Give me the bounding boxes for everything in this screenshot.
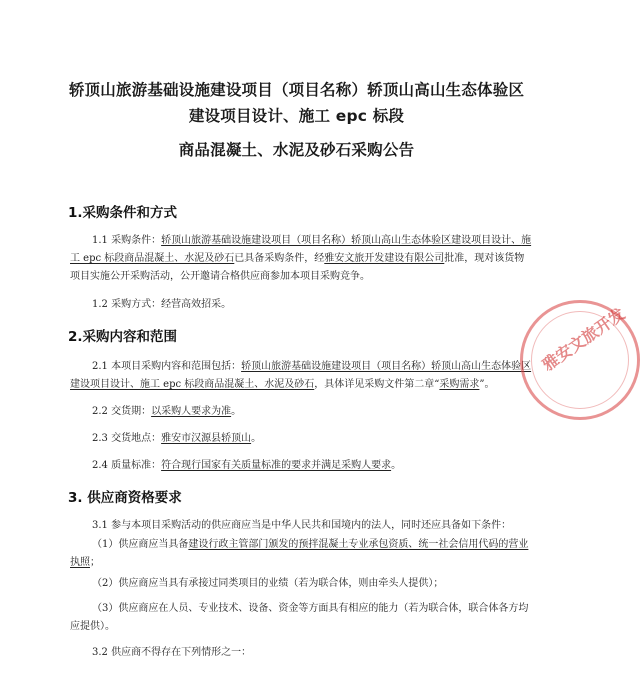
paragraph-3-1: 3.1 参与本项目采购活动的供应商应当是中华人民共和国境内的法人，同时还应具备如下条件：: [92, 520, 512, 531]
project-name-text-2: 轿顶山旅游基础设施建设项目（项目名称）轿顶山高山生态体验: [241, 361, 522, 372]
paragraph-2-2: [70, 403, 532, 421]
company-seal-text: 雅安文旅开发: [538, 304, 629, 375]
paragraph-2-1-prefix: 2.1 本项目采购内容和范围包括：: [92, 361, 242, 372]
delivery-place-label: 2.3 交货地点：: [92, 433, 162, 444]
quality-end: 。: [391, 460, 402, 471]
paragraph-1-1-suffix: 批准，现对该货物项目实施公开采购活动，公开邀请合格供应商参加本项目采购竞争。: [70, 253, 525, 282]
delivery-period-end: 。: [231, 406, 242, 417]
delivery-place-end: 。: [251, 433, 262, 444]
title-line-1: 轿顶山旅游基础设施建设项目（项目名称）轿顶山高山生态体验区: [68, 81, 525, 99]
delivery-period-value: 以采购人要求为准: [151, 406, 232, 417]
quality-label: 2.4 质量标准：: [92, 460, 162, 471]
paragraph-3-1-3: （3）供应商应在人员、专业技术、设备、资金等方面具有相应的能力（若为联合体，联合体各方均应提供）。: [70, 603, 529, 632]
paragraph-3-1-2: （2）供应商应当具有承接过同类项目的业绩（若为联合体，则由牵头人提供）；: [92, 578, 444, 589]
delivery-period-label: 2.2 交货期：: [92, 406, 152, 417]
paragraph-1-1-prefix: 1.1 采购条件：: [92, 235, 162, 246]
requirement-ref: 采购需求: [439, 379, 480, 390]
section-3-heading: 3. 供应商资格要求: [68, 490, 182, 506]
paragraph-2-1: [70, 358, 532, 394]
title-line-2: 建设项目设计、施工 epc 标段: [188, 107, 405, 125]
paragraph-1-2: 1.2 采购方式：经营高效招采。: [92, 299, 232, 310]
title-line-3: 商品混凝土、水泥及砂石采购公告: [178, 141, 415, 159]
project-name-text: 轿顶山旅游基础设施建设项目（项目名称）轿顶山高山生态体验区建设项目设计、: [161, 235, 522, 246]
paragraph-2-1-end: ”。: [479, 379, 495, 390]
project-scope-text: 施工 epc 标段商品混凝土、水泥及砂石: [70, 235, 532, 264]
paragraph-1-1-mid: 已具备采购条件，经: [234, 253, 325, 264]
section-2-heading: 2.采购内容和范围: [68, 329, 178, 345]
paragraph-3-2: 3.2 供应商不得存在下列情形之一：: [92, 647, 252, 658]
delivery-place-value: 雅安市汉源县轿顶山: [161, 433, 252, 444]
paragraph-2-4: [70, 457, 532, 475]
condition-1-prefix: （1）供应商应当具备: [92, 539, 189, 550]
quality-value: 符合现行国家有关质量标准的要求并满足采购人要求: [161, 460, 392, 471]
paragraph-1-1: [70, 232, 532, 286]
paragraph-3-1-1: [70, 536, 532, 572]
paragraph-2-1-suffix: ，具体详见采购文件第二章“: [314, 379, 440, 390]
condition-1-value: 建设行政主管部门颁发的预拌混凝土专业承包资质、统一社会信用代码的营业执照: [70, 539, 529, 568]
approver-name: 雅安文旅开发建设有限公司: [324, 253, 445, 264]
section-1-heading: 1.采购条件和方式: [68, 205, 178, 221]
project-scope-text-2: 区建设项目设计、施工 epc 标段商品混凝土、水泥及砂石: [70, 361, 532, 390]
paragraph-2-3: [70, 430, 532, 448]
condition-1-end: ；: [90, 557, 100, 568]
company-seal: [520, 300, 640, 420]
